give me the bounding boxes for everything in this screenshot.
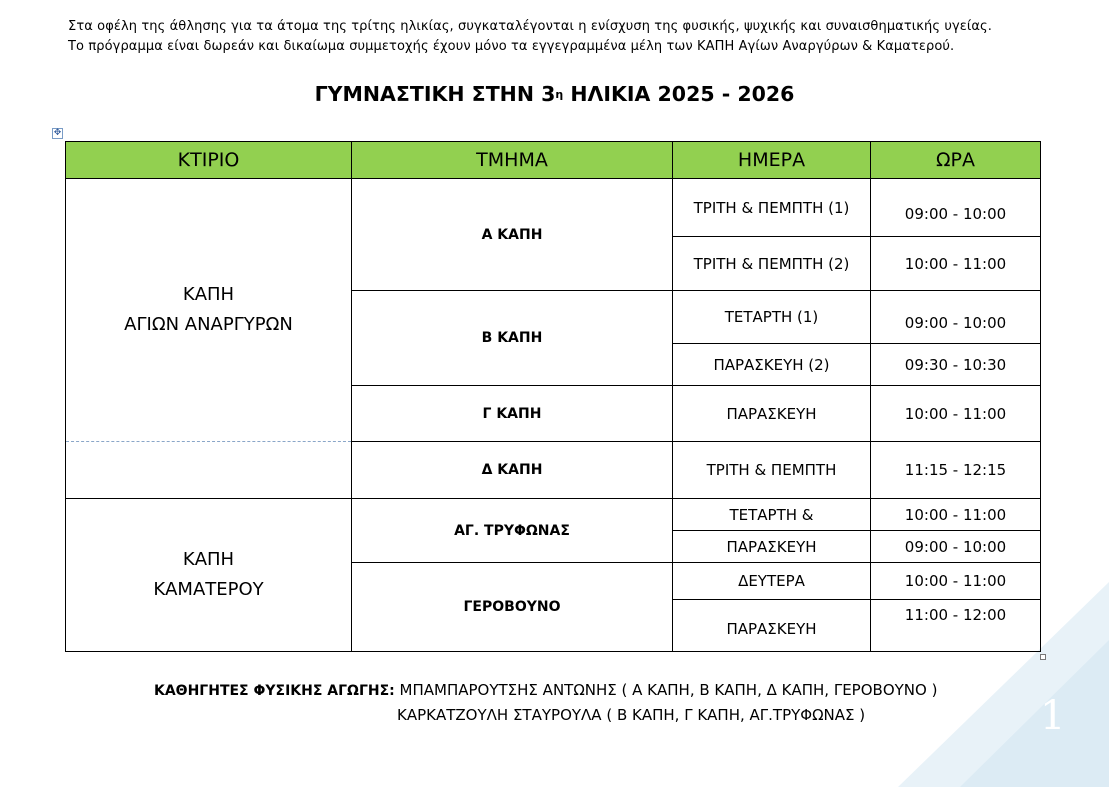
building-label: ΚΑΠΗ <box>182 284 235 305</box>
title-main: ΓΥΜΝΑΣΤΙΚΗ ΣΤΗΝ 3 <box>314 82 556 106</box>
page-title <box>0 82 1109 106</box>
header-time: ΩΡΑ <box>871 142 1041 179</box>
header-day: ΗΜΕΡΑ <box>673 142 871 179</box>
day-cell: ΤΕΤΑΡΤΗ & <box>673 499 871 531</box>
intro-line-1: Στα οφέλη της άθλησης για τα άτομα της τρίτης ηλικίας, συγκαταλέγονται η ενίσχυση της φυσικής, ψυχικής και συναισθηματικής υγείας. <box>68 19 993 34</box>
time-cell: 10:00 - 11:00 <box>871 237 1041 291</box>
schedule-table <box>65 141 1041 652</box>
time-cell: 09:00 - 10:00 <box>871 291 1041 344</box>
day-cell: ΤΡΙΤΗ & ΠΕΜΠΤΗ <box>673 442 871 499</box>
day-cell: ΤΡΙΤΗ & ΠΕΜΠΤΗ (1) <box>673 179 871 237</box>
building-label: ΑΓΙΩΝ ΑΝΑΡΓΥΡΩΝ <box>124 314 293 335</box>
table-row <box>66 442 1041 499</box>
page-number: 1 <box>1040 693 1066 739</box>
time-cell: 09:00 - 10:00 <box>871 531 1041 563</box>
teacher-2: ΚΑΡΚΑΤΖΟΥΛΗ ΣΤΑΥΡΟΥΛΑ ( Β ΚΑΠΗ, Γ ΚΑΠΗ, ΑΓ.ΤΡΥΦΩΝΑΣ ) <box>397 706 866 724</box>
table-row <box>66 499 1041 531</box>
time-cell: 11:15 - 12:15 <box>871 442 1041 499</box>
time-cell: 09:00 - 10:00 <box>871 179 1041 237</box>
day-cell: ΠΑΡΑΣΚΕΥΗ (2) <box>673 344 871 386</box>
table-resize-handle[interactable] <box>1040 654 1046 660</box>
table-row <box>66 179 1041 237</box>
dept-d-kapi: Δ ΚΑΠΗ <box>352 442 673 499</box>
building-agion-anargyron <box>66 179 352 442</box>
building-kamaterou <box>66 499 352 652</box>
day-cell: ΠΑΡΑΣΚΕΥΗ <box>673 386 871 442</box>
table-move-handle-icon[interactable]: ✥ <box>53 128 62 138</box>
header-department: ΤΜΗΜΑ <box>352 142 673 179</box>
day-cell: ΠΑΡΑΣΚΕΥΗ <box>673 531 871 563</box>
time-cell: 10:00 - 11:00 <box>871 499 1041 531</box>
header-building: ΚΤΙΡΙΟ <box>66 142 352 179</box>
teachers-block <box>154 678 937 727</box>
dept-g-kapi: Γ ΚΑΠΗ <box>352 386 673 442</box>
empty-building-cell <box>66 442 352 499</box>
day-cell: ΤΕΤΑΡΤΗ (1) <box>673 291 871 344</box>
time-cell: 10:00 - 11:00 <box>871 386 1041 442</box>
teacher-1: ΜΠΑΜΠΑΡΟΥΤΣΗΣ ΑΝΤΩΝΗΣ ( Α ΚΑΠΗ, Β ΚΑΠΗ, Δ ΚΑΠΗ, ΓΕΡΟΒΟΥΝΟ ) <box>394 681 938 699</box>
time-cell: 10:00 - 11:00 <box>871 563 1041 600</box>
dept-ag-tryfonas: ΑΓ. ΤΡΥΦΩΝΑΣ <box>352 499 673 563</box>
title-years: ΗΛΙΚΙΑ 2025 - 2026 <box>563 82 795 106</box>
day-cell: ΔΕΥΤΕΡΑ <box>673 563 871 600</box>
time-cell: 11:00 - 12:00 <box>871 600 1041 652</box>
day-cell: ΤΡΙΤΗ & ΠΕΜΠΤΗ (2) <box>673 237 871 291</box>
intro-line-2: Το πρόγραμμα είναι δωρεάν και δικαίωμα συμμετοχής έχουν μόνο τα εγγεγραμμένα μέλη των ΚΑΠΗ Αγίων Αναργύρων & Καματερού. <box>68 39 955 54</box>
building-label: ΚΑΠΗ <box>182 549 235 570</box>
table-header-row <box>66 142 1041 179</box>
time-cell: 09:30 - 10:30 <box>871 344 1041 386</box>
dept-b-kapi: Β ΚΑΠΗ <box>352 291 673 386</box>
intro-text <box>68 17 992 57</box>
dept-a-kapi: Α ΚΑΠΗ <box>352 179 673 291</box>
building-label: ΚΑΜΑΤΕΡΟΥ <box>153 579 264 600</box>
title-superscript: η <box>555 88 564 101</box>
teachers-label: ΚΑΘΗΓΗΤΕΣ ΦΥΣΙΚΗΣ ΑΓΩΓΗΣ: <box>154 683 395 699</box>
dept-gerovouno: ΓΕΡΟΒΟΥΝΟ <box>352 563 673 652</box>
day-cell: ΠΑΡΑΣΚΕΥΗ <box>673 600 871 652</box>
